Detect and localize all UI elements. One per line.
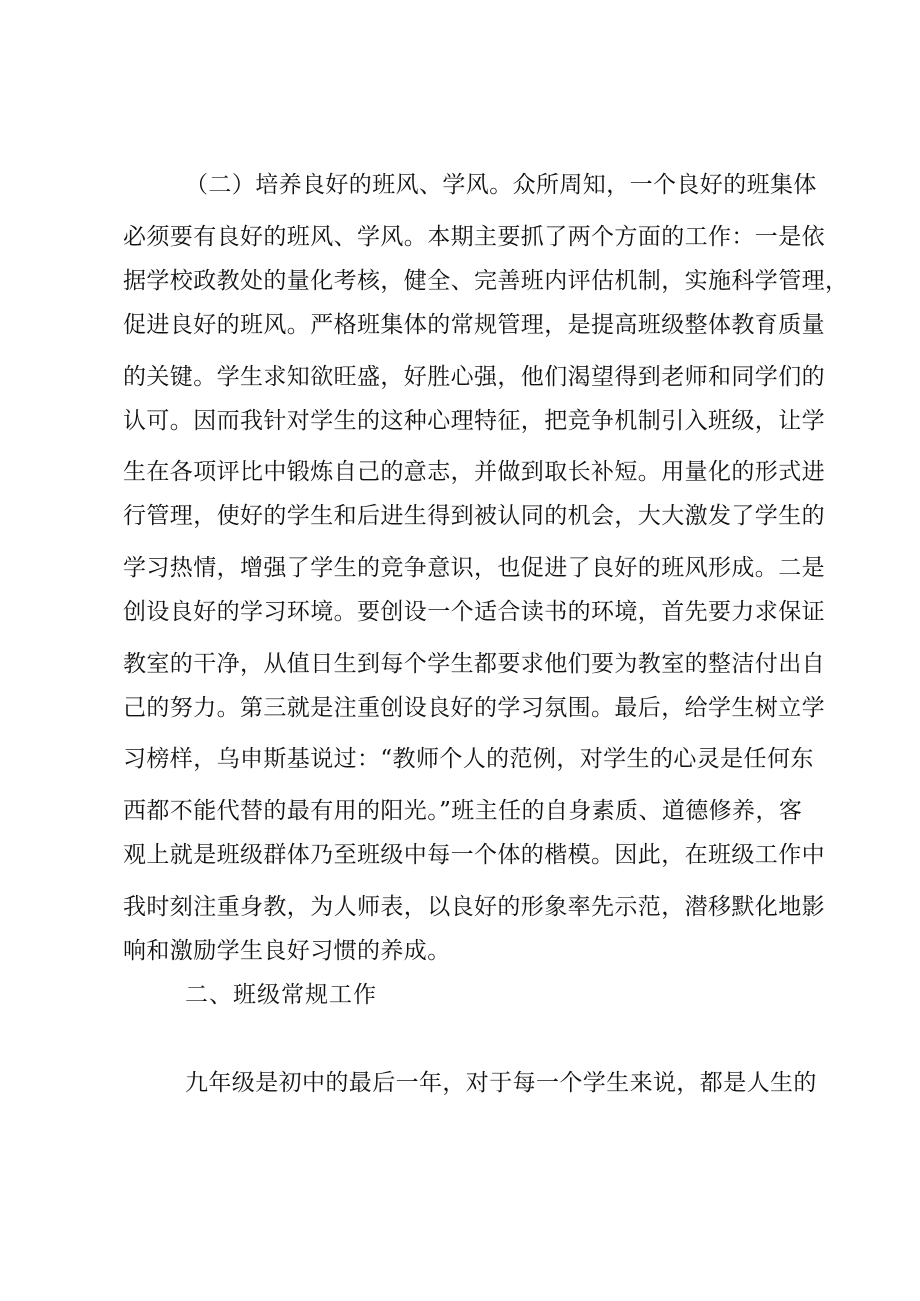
paragraph-line: 的关键。学生求知欲旺盛，好胜心强，他们渴望得到老师和同学们的 (123, 364, 825, 390)
paragraph-line: 行管理，使好的学生和后进生得到被认同的机会，大大激发了学生的 (123, 503, 825, 529)
paragraph-line: 促进良好的班风。严格班集体的常规管理，是提高班级整体教育质量 (123, 312, 825, 338)
paragraph-line: 创设良好的学习环境。要创设一个适合读书的环境，首先要力求保证 (123, 599, 825, 625)
paragraph-line: 认可。因而我针对学生的这种心理特征，把竞争机制引入班级，让学 (123, 408, 825, 434)
paragraph-line: 学习热情，增强了学生的竞争意识，也促进了良好的班风形成。二是 (123, 555, 825, 581)
paragraph-line: 教室的干净，从值日生到每个学生都要求他们要为教室的整洁付出自 (123, 651, 825, 677)
section-heading: 二、班级常规工作 (185, 982, 377, 1008)
paragraph-line: 必须要有良好的班风、学风。本期主要抓了两个方面的工作：一是依 (123, 224, 825, 250)
paragraph-line: 我时刻注重身教，为人师表，以良好的形象率先示范，潜移默化地影 (123, 894, 825, 920)
paragraph-line: 九年级是初中的最后一年，对于每一个学生来说，都是人生的 (185, 1070, 817, 1096)
paragraph-line: （二）培养良好的班风、学风。众所周知，一个良好的班集体 (185, 172, 817, 198)
paragraph-line: 观上就是班级群体乃至班级中每一个体的楷模。因此，在班级工作中 (123, 842, 825, 868)
paragraph-line: 据学校政教处的量化考核，健全、完善班内评估机制，实施科学管理， (123, 268, 849, 294)
paragraph-line: 己的努力。第三就是注重创设良好的学习氛围。最后，给学生树立学 (123, 695, 825, 721)
paragraph-line: 生在各项评比中锻炼自己的意志，并做到取长补短。用量化的形式进 (123, 459, 825, 485)
paragraph-line: 习榜样，乌申斯基说过：“教师个人的范例，对学生的心灵是任何东 (123, 746, 814, 772)
paragraph-line: 西都不能代替的最有用的阳光。”班主任的自身素质、道德修养，客 (123, 798, 803, 824)
paragraph-line: 响和激励学生良好习惯的养成。 (123, 938, 451, 964)
